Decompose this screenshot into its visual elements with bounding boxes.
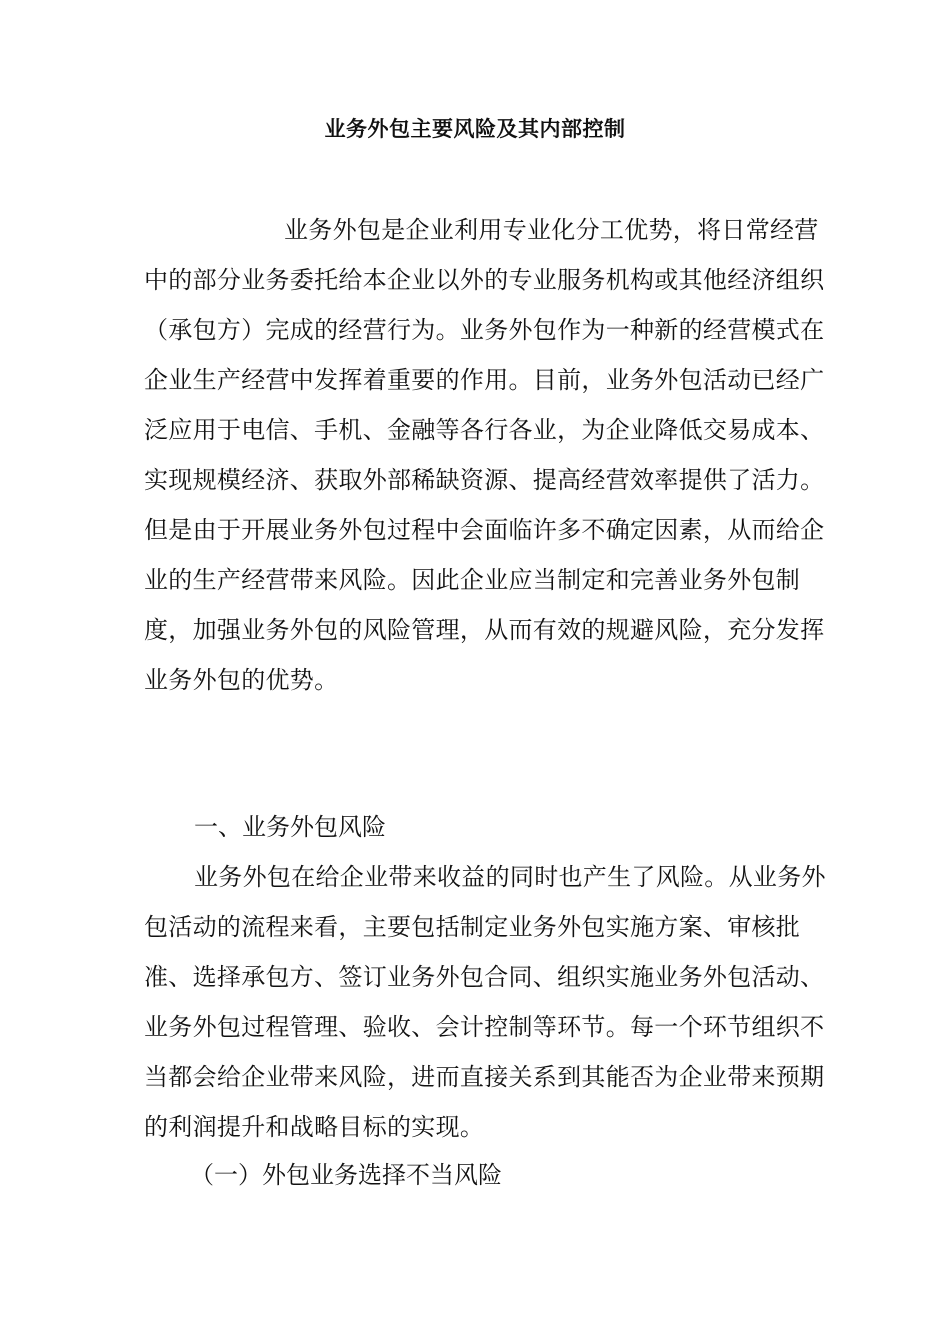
subsection-heading-1: （一）外包业务选择不当风险	[190, 1161, 502, 1189]
document-title: 业务外包主要风险及其内部控制	[324, 117, 626, 141]
section-heading-1: 一、业务外包风险	[194, 813, 386, 841]
section-1-paragraph: 业务外包在给企业带来收益的同时也产生了风险。从业务外包活动的流程来看，主要包括制定业务外包实施方案、审核批准、选择承包方、签订业务外包合同、组织实施业务外包活动、业务外包过程管理、验收、会计控制等环节。每一个环节组织不当都会给企业带来风险，进而直接关系到其能否为企业带来预期的利润提升和战略目标的实现。	[144, 863, 826, 1141]
intro-paragraph: 业务外包是企业利用专业化分工优势，将日常经营中的部分业务委托给本企业以外的专业服务机构或其他经济组织（承包方）完成的经营行为。业务外包作为一种新的经营模式在企业生产经营中发挥着重要的作用。目前，业务外包活动已经广泛应用于电信、手机、金融等各行各业，为企业降低交易成本、实现规模经济、获取外部稀缺资源、提高经营效率提供了活力。但是由于开展业务外包过程中会面临许多不确定因素，从而给企业的生产经营带来风险。因此企业应当制定和完善业务外包制度，加强业务外包的风险管理，从而有效的规避风险，充分发挥业务外包的优势。	[144, 216, 825, 694]
